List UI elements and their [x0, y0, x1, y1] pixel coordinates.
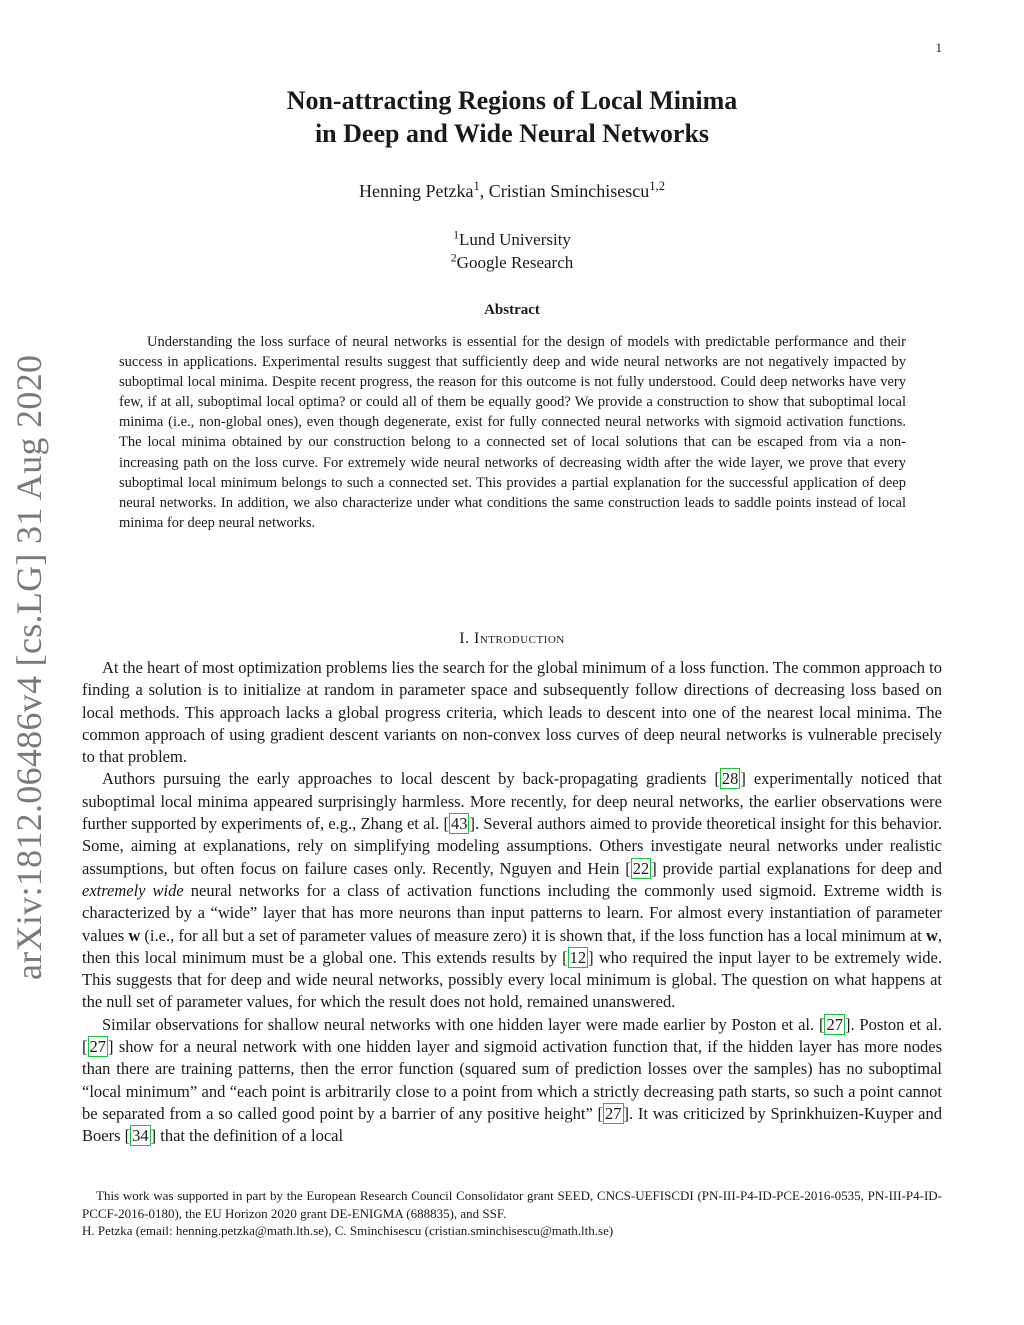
math-symbol: w [128, 925, 141, 945]
affiliation-name: Lund University [459, 230, 571, 249]
author-affiliation-mark: 1 [473, 179, 480, 193]
affiliation-mark: 2 [450, 250, 457, 265]
page-number: 1 [935, 40, 942, 55]
citation-link[interactable]: 27 [605, 1103, 622, 1123]
citation-link[interactable]: 22 [632, 858, 650, 878]
arxiv-identifier[interactable]: arXiv:1812.06486v4 [cs.LG] 31 Aug 2020 [9, 354, 49, 980]
author-name: Cristian Sminchisescu [488, 181, 650, 201]
affiliation [82, 228, 942, 251]
funding-footnote: This work was supported in part by the European Research Council Consolidator grant SEED, CNCS-UEFISCDI (PN-III-P4-ID-PCE-2016-0535, PN-III-P4-ID-PCCF-2016-0180), the EU Horizon 2020 grant DE-ENIGMA (688835), and SSF. [82, 1188, 942, 1221]
affiliation [82, 251, 942, 274]
citation-link[interactable]: 43 [450, 814, 468, 834]
citation-link[interactable]: 27 [89, 1037, 106, 1057]
affiliation-mark: 1 [453, 227, 460, 242]
section-title: Introduction [474, 630, 565, 647]
citation-link[interactable]: 28 [721, 769, 739, 789]
paper-title [82, 84, 942, 150]
affiliation-name: Google Research [456, 253, 574, 272]
title-line-2: in Deep and Wide Neural Networks [314, 119, 710, 148]
paragraph: At the heart of most optimization problems lies the search for the global minimum of a loss function. The common approach to finding a solution is to initialize at random in parameter space and subsequently follow directions of decreasing loss based on local methods. This approach lacks a global progress criteria, which leads to descent into one of the nearest local minima. The common approach of using gradient descent variants on non-convex loss curves of deep neural networks is vulnerable precisely to that problem. [82, 658, 942, 767]
citation-link[interactable]: 27 [826, 1014, 843, 1034]
abstract-text: Understanding the loss surface of neural networks is essential for the design of models with predictable performance and their success in applications. Experimental results suggest that sufficiently deep and wide neural networks are not negatively impacted by suboptimal local minima. Despite recent progress, the reason for this outcome is not fully understood. Could deep networks have very few, if at all, suboptimal local optima? or could all of them be equally good? We provide a construction to show that suboptimal local minima (i.e., non-global ones), even though degenerate, exist for fully connected neural networks with sigmoid activation functions. The local minima obtained by our construction belong to a connected set of local solutions that can be escaped from via a non-increasing path on the loss curve. For extremely wide neural networks of decreasing width after the wide layer, we prove that every suboptimal local minimum belongs to such a connected set. This provides a partial explanation for the successful application of deep neural networks. In addition, we also characterize under what conditions the same construction leads to saddle points instead of local minima for deep neural networks. [119, 334, 906, 531]
author-affiliation-mark: 1,2 [649, 179, 665, 193]
emphasis: extremely wide [82, 880, 184, 900]
author-separator: , [479, 181, 489, 201]
math-symbol: w [925, 925, 938, 945]
title-line-1: Non-attracting Regions of Local Minima [286, 86, 738, 115]
section-heading [82, 630, 942, 648]
author-name: Henning Petzka [358, 181, 474, 201]
abstract-heading: Abstract [484, 302, 540, 318]
paragraph: Similar observations for shallow neural networks with one hidden layer were made earlier by Poston et al. [ 27 ]. Poston et al. [ 27 ] show for a neural network with one hidden layer and sigmoid activation function that, if the hidden layer has more nodes than there are training patterns, then the error function (squared sum of prediction losses over the samples) has no suboptimal “local minimum” and “each point is arbitrarily close to a point from which a strictly decreasing path starts, so such a point cannot be separated from a so called good point by a barrier of any positive height” [ 27 ]. It was criticized by Sprinkhuizen-Kuyper and Boers [ 34 ] that the definition of a local [82, 1014, 942, 1146]
paragraph: Authors pursuing the early approaches to local descent by back-propagating gradients [ 28 ] experimentally noticed that suboptimal local minima appeared surprisingly harmless. More recently, for deep neural networks, the earlier observations were further supported by experiments of, e.g., Zhang et al. [ 43 ]. Several authors aimed to provide theoretical insight for this behavior. Some, aiming at explanations, rely on simplifying modeling assumptions. Others investigate neural networks under realistic assumptions, but often focus on failure cases only. Recently, Nguyen and Hein [ 22 ] provide partial explanations for deep and extremely wide neural networks for a class of activation functions including the commonly used sigmoid. Extreme width is characterized by a “wide” layer that has more neurons than input patterns to learn. For almost every instantiation of parameter values w (i.e., for all but a set of parameter values of measure zero) it is shown that, if the loss function has a local minimum at w, then this local minimum must be a global one. This extends results by [ 12 ] who required the input layer to be extremely wide. This suggests that for deep and wide neural networks, possibly every local minimum is global. The question on what happens at the null set of parameter values, for which the result does not hold, remained unanswered. [82, 769, 943, 1012]
affiliation-list [82, 228, 942, 274]
footnotes [82, 1187, 942, 1240]
section-numeral: I. [459, 630, 475, 647]
citation-link[interactable]: 34 [132, 1126, 149, 1146]
contact-footnote: H. Petzka (email: henning.petzka@math.lth.se), C. Sminchisescu (cristian.sminchisescu@math.lth.se) [82, 1223, 614, 1238]
citation-link[interactable]: 12 [569, 947, 587, 967]
author-list [82, 181, 942, 202]
introduction-body [82, 657, 942, 1148]
